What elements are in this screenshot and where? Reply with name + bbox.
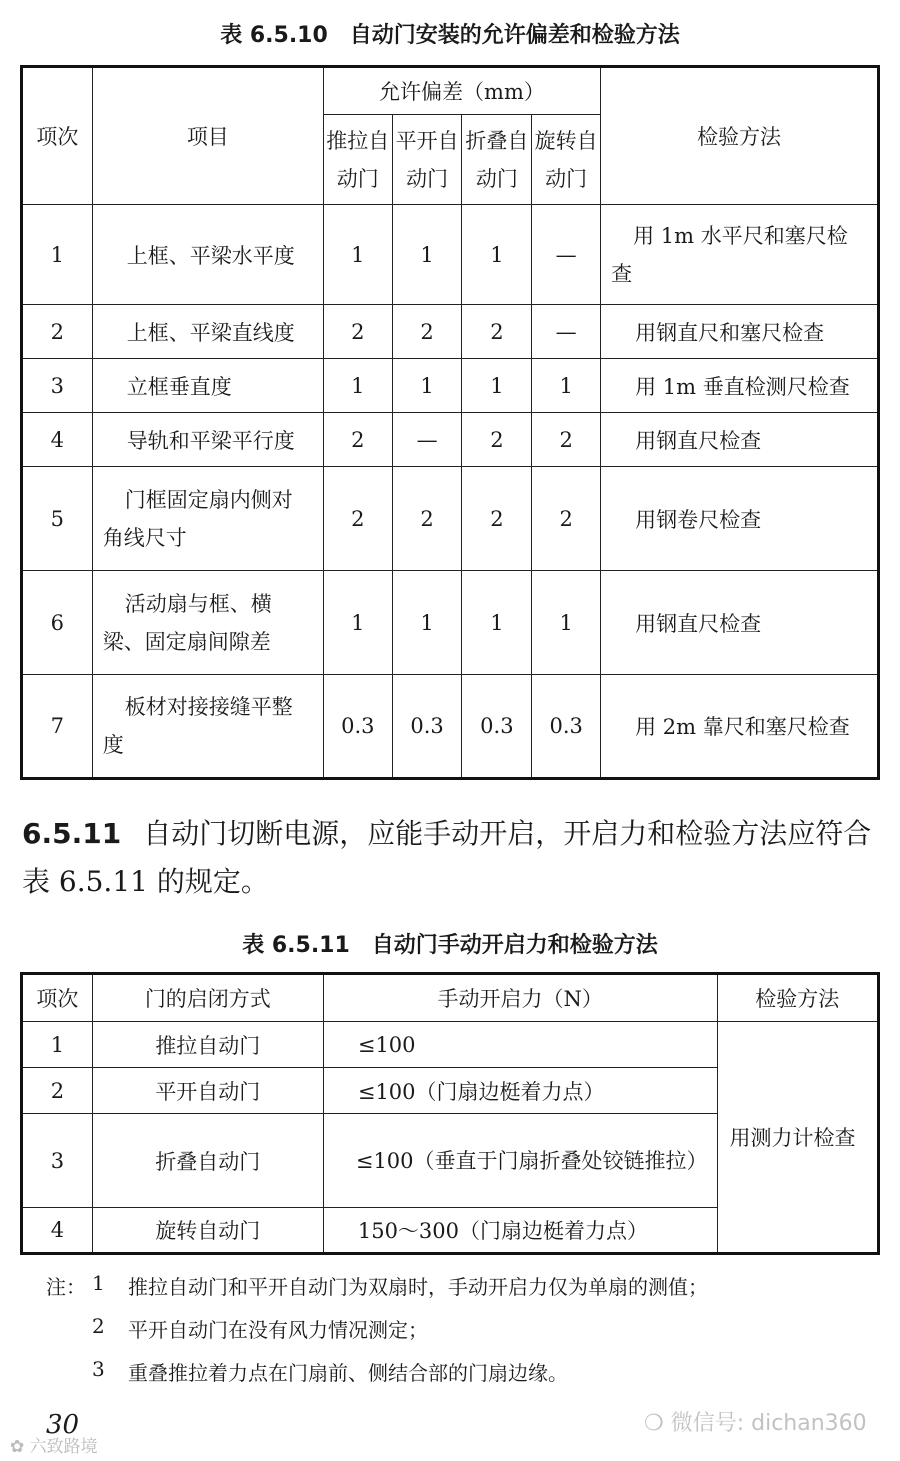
cell-force: ≤100（门扇边梃着力点）	[323, 1068, 717, 1114]
watermark-logo-icon: ✿	[10, 1437, 30, 1457]
notes-prefix: 注：	[46, 1275, 86, 1299]
cell-no: 1	[22, 205, 93, 305]
cell-item: 上框、平梁水平度	[92, 205, 323, 305]
cell-no: 4	[22, 1208, 93, 1254]
watermark-left: ✿ 六致路境	[10, 1437, 98, 1457]
cell-value: —	[392, 413, 462, 467]
cell-no: 5	[22, 467, 93, 571]
header-force: 手动开启力（N）	[323, 974, 717, 1022]
header-tolerance: 允许偏差（mm）	[323, 67, 600, 115]
cell-value: 1	[462, 571, 532, 675]
header-type-folding: 折叠自动门	[462, 115, 532, 205]
note-text: 平开自动门在没有风力情况测定；	[128, 1318, 428, 1342]
cell-value: 0.3	[532, 675, 601, 779]
note-number: 3	[92, 1357, 105, 1381]
cell-no: 2	[22, 1068, 93, 1114]
cell-value: 1	[392, 205, 462, 305]
cell-value: —	[532, 305, 601, 359]
header-type-swing: 平开自动门	[392, 115, 462, 205]
header-method: 检验方法	[717, 974, 878, 1022]
cell-item: 立框垂直度	[92, 359, 323, 413]
cell-method: 用钢卷尺检查	[601, 467, 879, 571]
header-item: 项目	[92, 67, 323, 205]
table-row	[22, 675, 879, 779]
cell-value: 1	[532, 571, 601, 675]
cell-force: ≤100（垂直于门扇折叠处铰链推拉）	[323, 1114, 717, 1208]
section-number: 6.5.11	[22, 817, 122, 850]
cell-value: 2	[323, 467, 392, 571]
table-row	[22, 1022, 879, 1068]
cell-value: 2	[392, 467, 462, 571]
table1-caption: 表 6.5.10 自动门安装的允许偏差和检验方法	[220, 23, 680, 48]
section-paragraph	[22, 810, 882, 906]
cell-mode: 折叠自动门	[92, 1114, 323, 1208]
table-row	[22, 359, 879, 413]
cell-method: 用钢直尺检查	[601, 571, 879, 675]
cell-value: 1	[532, 359, 601, 413]
cell-no: 7	[22, 675, 93, 779]
cell-method: 用测力计检查	[717, 1022, 878, 1254]
cell-value: 1	[392, 571, 462, 675]
cell-force: ≤100	[323, 1022, 717, 1068]
section-text: 自动门切断电源，应能手动开启，开启力和检验方法应符合表 6.5.11 的规定。	[22, 817, 872, 898]
cell-no: 3	[22, 1114, 93, 1208]
header-item-no: 项次	[22, 67, 93, 205]
cell-force: 150～300（门扇边梃着力点）	[323, 1208, 717, 1254]
cell-value: 2	[323, 413, 392, 467]
cell-no: 4	[22, 413, 93, 467]
cell-item: 上框、平梁直线度	[92, 305, 323, 359]
cell-no: 3	[22, 359, 93, 413]
cell-value: 1	[323, 571, 392, 675]
cell-mode: 旋转自动门	[92, 1208, 323, 1254]
cell-item: 活动扇与框、横梁、固定扇间隙差	[92, 571, 323, 675]
note-number: 1	[92, 1271, 105, 1295]
cell-item: 板材对接接缝平整度	[92, 675, 323, 779]
cell-value: 0.3	[323, 675, 392, 779]
watermark-right: ❍ 微信号: dichan360	[644, 1411, 867, 1436]
header-mode: 门的启闭方式	[92, 974, 323, 1022]
cell-no: 2	[22, 305, 93, 359]
table-row	[22, 205, 879, 305]
cell-mode: 平开自动门	[92, 1068, 323, 1114]
wechat-icon: ❍	[644, 1411, 671, 1436]
cell-method: 用 1m 水平尺和塞尺检查	[601, 205, 879, 305]
note-text: 推拉自动门和平开自动门为双扇时，手动开启力仅为单扇的测值；	[128, 1275, 708, 1299]
cell-value: 2	[462, 413, 532, 467]
header-type-sliding: 推拉自动门	[323, 115, 392, 205]
cell-value: 0.3	[392, 675, 462, 779]
table-row	[22, 467, 879, 571]
opening-force-table	[20, 972, 880, 1255]
header-type-revolving: 旋转自动门	[532, 115, 601, 205]
note-number: 2	[92, 1314, 105, 1338]
cell-method: 用钢直尺和塞尺检查	[601, 305, 879, 359]
note-text: 重叠推拉着力点在门扇前、侧结合部的门扇边缘。	[128, 1361, 568, 1385]
cell-method: 用钢直尺检查	[601, 413, 879, 467]
cell-value: 2	[323, 305, 392, 359]
cell-method: 用 2m 靠尺和塞尺检查	[601, 675, 879, 779]
page-number: 30	[46, 1410, 80, 1440]
table-row	[22, 305, 879, 359]
cell-item: 门框固定扇内侧对角线尺寸	[92, 467, 323, 571]
table-row	[22, 413, 879, 467]
table-row	[22, 571, 879, 675]
cell-no: 1	[22, 1022, 93, 1068]
cell-value: 1	[462, 205, 532, 305]
tolerance-table	[20, 65, 880, 780]
cell-value: 2	[392, 305, 462, 359]
cell-value: 2	[462, 467, 532, 571]
header-method: 检验方法	[601, 67, 879, 205]
cell-value: 1	[323, 359, 392, 413]
table2-caption: 表 6.5.11 自动门手动开启力和检验方法	[242, 933, 658, 958]
cell-mode: 推拉自动门	[92, 1022, 323, 1068]
cell-value: 1	[392, 359, 462, 413]
header-item-no: 项次	[22, 974, 93, 1022]
cell-method: 用 1m 垂直检测尺检查	[601, 359, 879, 413]
cell-value: 0.3	[462, 675, 532, 779]
cell-no: 6	[22, 571, 93, 675]
cell-value: —	[532, 205, 601, 305]
cell-item: 导轨和平梁平行度	[92, 413, 323, 467]
cell-value: 2	[532, 413, 601, 467]
cell-value: 1	[323, 205, 392, 305]
cell-value: 2	[532, 467, 601, 571]
cell-value: 2	[462, 305, 532, 359]
cell-value: 1	[462, 359, 532, 413]
